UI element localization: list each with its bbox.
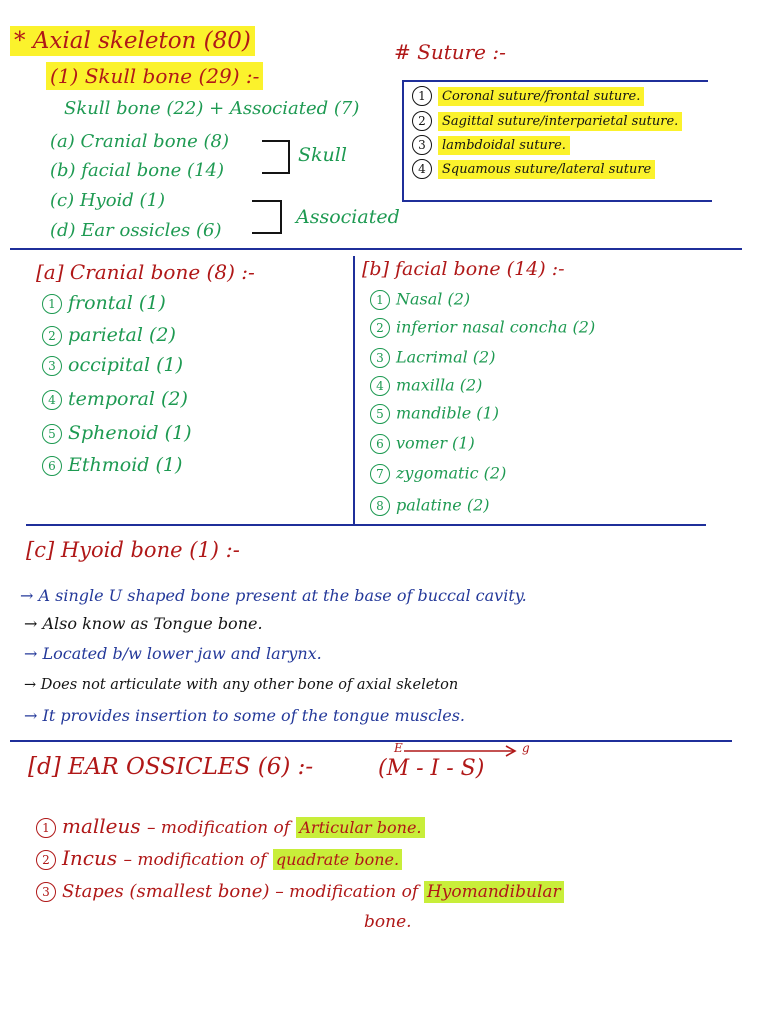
skull-item-ear: (d) Ear ossicles (6) xyxy=(50,220,222,241)
suture-item-1: 1 Coronal suture/frontal suture. xyxy=(412,86,644,106)
column-divider xyxy=(353,256,355,524)
divider-middle xyxy=(26,524,706,526)
ear-heading: [d] EAR OSSICLES (6) :- xyxy=(28,754,314,780)
facial-item-1: 1 Nasal (2) xyxy=(370,290,470,310)
suture-box-top xyxy=(402,80,708,82)
skull-heading: (1) Skull bone (29) :- xyxy=(46,66,263,86)
skull-group-label: Skull xyxy=(298,144,347,166)
mnemonic: (M - I - S) xyxy=(378,756,485,781)
suture-box-bottom xyxy=(402,200,712,202)
skull-breakdown: Skull bone (22) + Associated (7) xyxy=(64,98,360,119)
hyoid-point-3: → Located b/w lower jaw and larynx. xyxy=(24,644,322,663)
mnemonic-e: E xyxy=(394,741,403,755)
divider-bottom xyxy=(10,740,732,742)
associated-group-label: Associated xyxy=(296,206,400,228)
hyoid-point-5: → It provides insertion to some of the tongue muscles. xyxy=(24,706,465,725)
facial-item-8: 8 palatine (2) xyxy=(370,496,490,516)
ear-item-3-continuation: bone. xyxy=(364,912,412,932)
cranial-heading: [a] Cranial bone (8) :- xyxy=(36,260,255,284)
ear-item-3: 3 Stapes (smallest bone) – modification of Hyomandibular xyxy=(36,882,564,902)
facial-item-2: 2 inferior nasal concha (2) xyxy=(370,318,595,338)
hyoid-heading: [c] Hyoid bone (1) :- xyxy=(26,538,240,562)
facial-item-3: 3 Lacrimal (2) xyxy=(370,348,495,368)
cranial-item-3: 3 occipital (1) xyxy=(42,356,183,376)
ear-item-2: 2 Incus – modification of quadrate bone. xyxy=(36,848,402,870)
skull-item-cranial: (a) Cranial bone (8) xyxy=(50,131,229,152)
page-title: * Axial skeleton (80) xyxy=(10,30,255,53)
associated-brace xyxy=(252,200,282,234)
suture-box-left xyxy=(402,80,404,202)
skull-brace xyxy=(262,140,290,174)
skull-item-hyoid: (c) Hyoid (1) xyxy=(50,190,166,211)
cranial-item-2: 2 parietal (2) xyxy=(42,326,176,346)
suture-item-3: 3 lambdoidal suture. xyxy=(412,135,570,155)
suture-item-4: 4 Squamous suture/lateral suture xyxy=(412,159,655,179)
suture-heading: # Suture :- xyxy=(394,40,506,64)
suture-item-2: 2 Sagittal suture/interparietal suture. xyxy=(412,111,682,131)
facial-item-5: 5 mandible (1) xyxy=(370,404,499,424)
cranial-item-6: 6 Ethmoid (1) xyxy=(42,456,182,476)
ear-item-1: 1 malleus – modification of Articular bone. xyxy=(36,816,425,838)
facial-heading: [b] facial bone (14) :- xyxy=(362,258,565,280)
cranial-item-1: 1 frontal (1) xyxy=(42,294,166,314)
facial-item-7: 7 zygomatic (2) xyxy=(370,464,506,484)
hyoid-point-2: → Also know as Tongue bone. xyxy=(24,614,263,633)
cranial-item-5: 5 Sphenoid (1) xyxy=(42,424,192,444)
facial-item-4: 4 maxilla (2) xyxy=(370,376,482,396)
divider-top xyxy=(10,248,742,250)
hyoid-point-1: → A single U shaped bone present at the base of buccal cavity. xyxy=(20,586,527,605)
cranial-item-4: 4 temporal (2) xyxy=(42,390,188,410)
skull-item-facial: (b) facial bone (14) xyxy=(50,160,225,181)
facial-item-6: 6 vomer (1) xyxy=(370,434,475,454)
hyoid-point-4: → Does not articulate with any other bone of axial skeleton xyxy=(24,677,459,693)
mnemonic-g: g xyxy=(522,741,530,755)
